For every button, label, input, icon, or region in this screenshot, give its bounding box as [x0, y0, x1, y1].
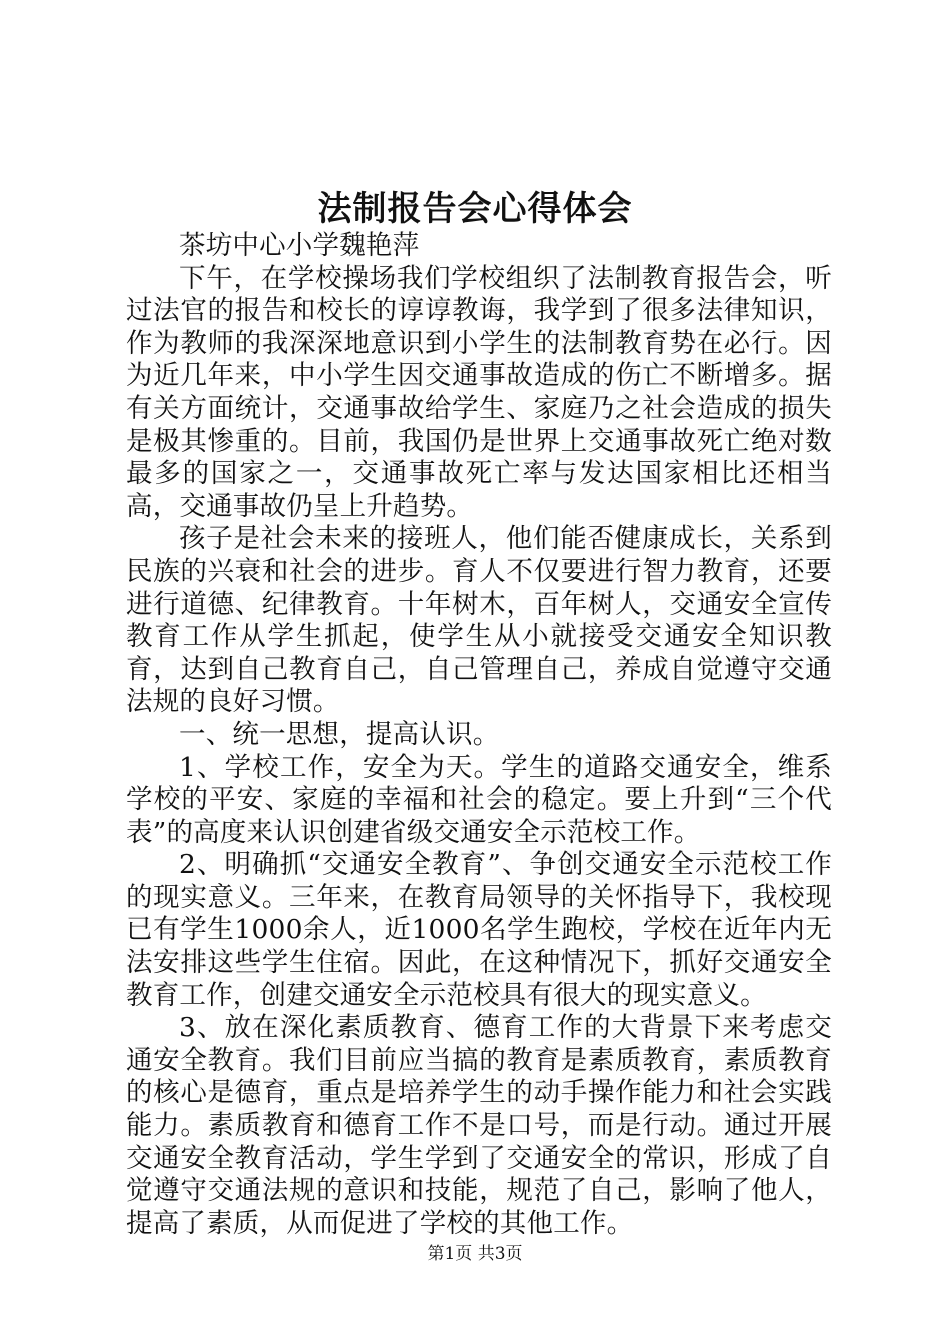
- document-body: [126, 230, 832, 1240]
- body-paragraph-4: 2、明确抓“交通安全教育”、争创交通安全示范校工作的现实意义。三年来，在教育局领导的关怀指导下，我校现已有学生1000余人，近1000名学生跑校，学校在近年内无法安排这些学生住宿。因此，在这种情况下，抓好交通安全教育工作，创建交通安全示范校具有很大的现实意义。: [126, 849, 832, 1011]
- page-footer: 第1页 共3页: [427, 1244, 523, 1264]
- body-paragraph-1: 下午，在学校操场我们学校组织了法制教育报告会，听过法官的报告和校长的谆谆教诲，我学到了很多法律知识，作为教师的我深深地意识到小学生的法制教育势在必行。因为近几年来，中小学生因交通事故造成的伤亡不断增多。据有关方面统计，交通事故给学生、家庭乃之社会造成的损失是极其惨重的。目前，我国仍是世界上交通事故死亡绝对数最多的国家之一，交通事故死亡率与发达国家相比还相当高，交通事故仍呈上升趋势。: [126, 262, 832, 522]
- body-paragraph-2: 孩子是社会未来的接班人，他们能否健康成长，关系到民族的兴衰和社会的进步。育人不仅要进行智力教育，还要进行道德、纪律教育。十年树木，百年树人，交通安全宣传教育工作从学生抓起，使学生从小就接受交通安全知识教育，达到自己教育自己，自己管理自己，养成自觉遵守交通法规的良好习惯。: [126, 523, 832, 718]
- author-line: 茶坊中心小学魏艳萍: [179, 230, 420, 261]
- document-title: 法制报告会心得体会: [317, 189, 633, 229]
- body-paragraph-3: 1、学校工作，安全为天。学生的道路交通安全，维系学校的平安、家庭的幸福和社会的稳定。要上升到“三个代表”的高度来认识创建省级交通安全示范校工作。: [126, 751, 832, 848]
- body-paragraph-5: 3、放在深化素质教育、德育工作的大背景下来考虑交通安全教育。我们目前应当搞的教育是素质教育，素质教育的核心是德育，重点是培养学生的动手操作能力和社会实践能力。素质教育和德育工作不是口号，而是行动。通过开展交通安全教育活动，学生学到了交通安全的常识，形成了自觉遵守交通法规的意识和技能，规范了自己，影响了他人，提高了素质，从而促进了学校的其他工作。: [126, 1012, 832, 1239]
- section-heading-1: 一、统一思想，提高认识。: [179, 718, 500, 750]
